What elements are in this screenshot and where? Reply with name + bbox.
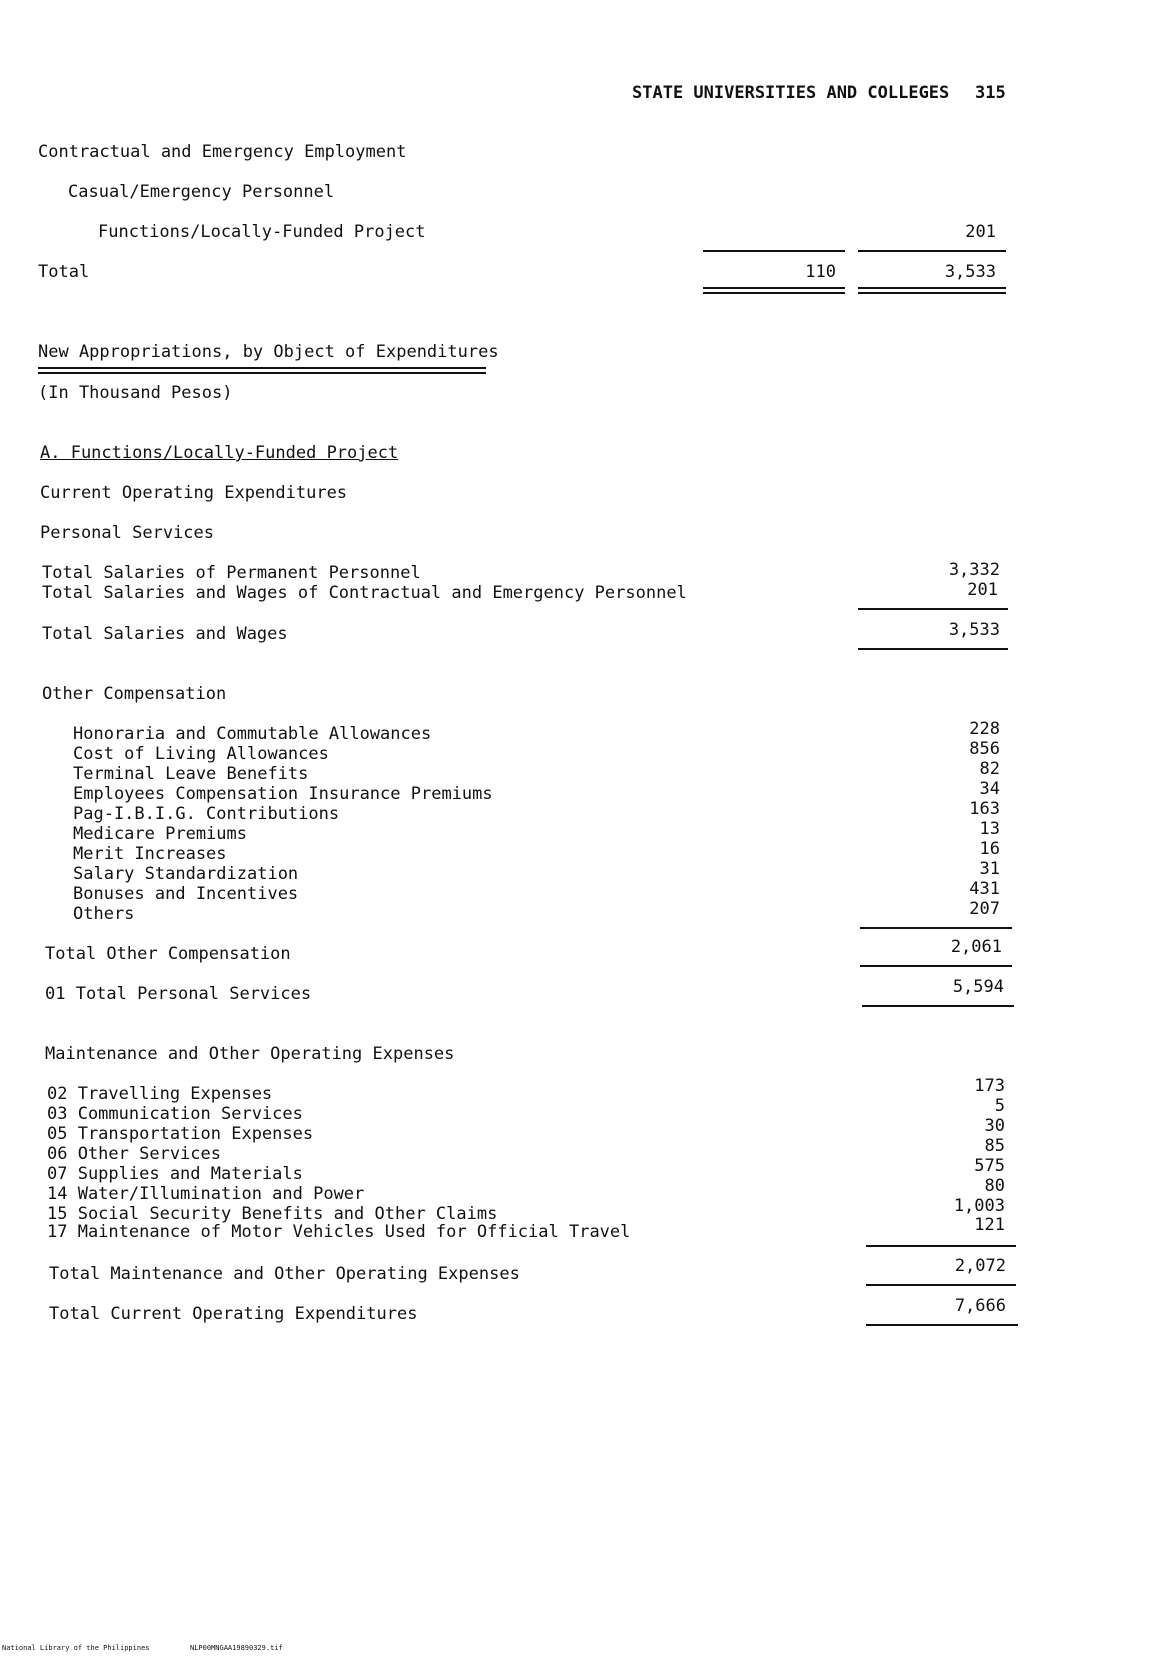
other-comp-value: 16 bbox=[979, 839, 1000, 859]
total-mooe-label: Total Maintenance and Other Operating Expenses bbox=[49, 1264, 520, 1284]
page-number: 315 bbox=[975, 83, 1006, 103]
other-comp-value: 31 bbox=[979, 859, 1000, 879]
unit-note: (In Thousand Pesos) bbox=[38, 383, 233, 403]
mooe-label: 17 Maintenance of Motor Vehicles Used for Official Travel bbox=[47, 1222, 631, 1242]
mooe-heading: Maintenance and Other Operating Expenses bbox=[45, 1044, 455, 1064]
subtotal-rule bbox=[866, 1284, 1016, 1286]
other-comp-label: Pag-I.B.I.G. Contributions bbox=[73, 804, 340, 824]
mooe-value: 173 bbox=[974, 1076, 1005, 1096]
subtotal-rule bbox=[858, 648, 1008, 650]
total-salaries-label: Total Salaries and Wages bbox=[42, 624, 288, 644]
other-comp-label: Merit Increases bbox=[73, 844, 227, 864]
subtotal-rule bbox=[866, 1245, 1016, 1247]
other-comp-label: Medicare Premiums bbox=[73, 824, 247, 844]
functions-line-label: Functions/Locally-Funded Project bbox=[98, 222, 426, 242]
total-mooe-value: 2,072 bbox=[954, 1256, 1006, 1276]
other-comp-label: Salary Standardization bbox=[73, 864, 299, 884]
running-header-title: STATE UNIVERSITIES AND COLLEGES bbox=[632, 83, 950, 103]
salary-row-label: Total Salaries and Wages of Contractual and Emergency Personnel bbox=[42, 583, 687, 603]
mooe-value: 80 bbox=[984, 1176, 1005, 1196]
other-comp-value: 34 bbox=[979, 779, 1000, 799]
mooe-value: 85 bbox=[984, 1136, 1005, 1156]
contractual-heading: Contractual and Emergency Employment bbox=[38, 142, 407, 162]
col2-double-rule bbox=[858, 287, 1006, 294]
subtotal-rule bbox=[858, 608, 1008, 610]
other-comp-label: Employees Compensation Insurance Premiums bbox=[73, 784, 493, 804]
contractual-total-col2: 3,533 bbox=[944, 262, 996, 282]
mooe-label: 03 Communication Services bbox=[47, 1104, 303, 1124]
mooe-value: 1,003 bbox=[953, 1196, 1005, 1216]
contractual-total-label: Total bbox=[38, 262, 90, 282]
total-other-comp-value: 2,061 bbox=[950, 937, 1002, 957]
appropriations-heading-underline bbox=[38, 367, 486, 374]
col1-double-rule bbox=[703, 287, 845, 294]
salary-row-value: 3,332 bbox=[948, 560, 1000, 580]
other-comp-label: Bonuses and Incentives bbox=[73, 884, 299, 904]
other-comp-value: 13 bbox=[979, 819, 1000, 839]
current-operating-heading: Current Operating Expenditures bbox=[40, 483, 348, 503]
mooe-value: 30 bbox=[984, 1116, 1005, 1136]
mooe-value: 5 bbox=[994, 1096, 1005, 1116]
mooe-label: 02 Travelling Expenses bbox=[47, 1084, 273, 1104]
col1-rule bbox=[703, 250, 845, 252]
total-other-comp-label: Total Other Compensation bbox=[45, 944, 291, 964]
other-comp-value: 163 bbox=[969, 799, 1000, 819]
appropriations-heading: New Appropriations, by Object of Expenditures bbox=[38, 342, 499, 362]
total-current-label: Total Current Operating Expenditures bbox=[49, 1304, 418, 1324]
subtotal-rule bbox=[860, 927, 1012, 929]
footer-file: NLP00MNGAA19890329.tif bbox=[190, 1644, 283, 1652]
other-comp-label: Others bbox=[73, 904, 135, 924]
subtotal-rule bbox=[860, 965, 1012, 967]
mooe-label: 14 Water/Illumination and Power bbox=[47, 1184, 365, 1204]
mooe-value: 121 bbox=[974, 1215, 1005, 1235]
mooe-value: 575 bbox=[974, 1156, 1005, 1176]
other-comp-label: Cost of Living Allowances bbox=[73, 744, 329, 764]
functions-line-value: 201 bbox=[965, 222, 996, 242]
subtotal-rule bbox=[862, 1005, 1014, 1007]
mooe-label: 07 Supplies and Materials bbox=[47, 1164, 303, 1184]
contractual-total-col1: 110 bbox=[805, 262, 836, 282]
mooe-label: 06 Other Services bbox=[47, 1144, 221, 1164]
other-comp-value: 431 bbox=[969, 879, 1000, 899]
mooe-label: 15 Social Security Benefits and Other Claims bbox=[47, 1204, 498, 1224]
col2-rule bbox=[858, 250, 1006, 252]
subtotal-rule bbox=[866, 1324, 1018, 1326]
other-comp-value: 207 bbox=[969, 899, 1000, 919]
footer-library: National Library of the Philippines bbox=[2, 1644, 150, 1652]
total-personal-label: 01 Total Personal Services bbox=[45, 984, 312, 1004]
other-comp-value: 856 bbox=[969, 739, 1000, 759]
casual-heading: Casual/Emergency Personnel bbox=[68, 182, 335, 202]
section-title: A. Functions/Locally-Funded Project bbox=[40, 443, 399, 463]
total-current-value: 7,666 bbox=[954, 1296, 1006, 1316]
salary-row-label: Total Salaries of Permanent Personnel bbox=[42, 563, 421, 583]
other-comp-value: 82 bbox=[979, 759, 1000, 779]
salary-row-value: 201 bbox=[967, 580, 998, 600]
other-comp-label: Terminal Leave Benefits bbox=[73, 764, 309, 784]
personal-services-heading: Personal Services bbox=[40, 523, 214, 543]
other-comp-heading: Other Compensation bbox=[42, 684, 227, 704]
other-comp-value: 228 bbox=[969, 719, 1000, 739]
mooe-label: 05 Transportation Expenses bbox=[47, 1124, 314, 1144]
total-salaries-value: 3,533 bbox=[948, 620, 1000, 640]
total-personal-value: 5,594 bbox=[952, 977, 1004, 997]
other-comp-label: Honoraria and Commutable Allowances bbox=[73, 724, 432, 744]
